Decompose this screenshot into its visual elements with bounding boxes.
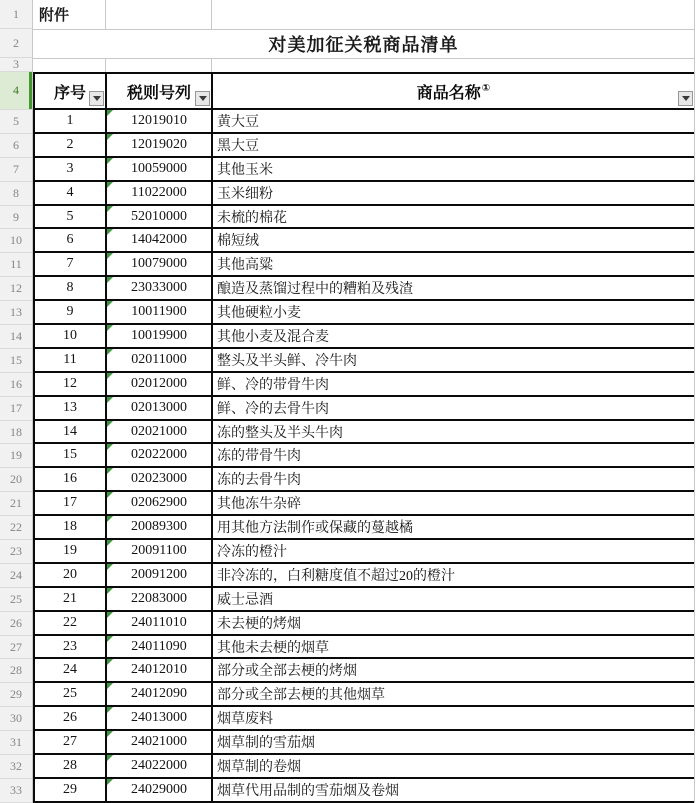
- green-corner-triangle-icon: [107, 444, 113, 450]
- green-corner-triangle-icon: [107, 325, 113, 331]
- cell-product-name[interactable]: 烟草制的卷烟: [217, 759, 301, 775]
- cell-serial[interactable]: 22: [35, 612, 107, 634]
- cell-serial[interactable]: 19: [35, 540, 107, 562]
- table-row: [35, 229, 694, 253]
- cell-product-name[interactable]: 其他硬粒小麦: [217, 306, 301, 322]
- row-number-1[interactable]: 1: [0, 0, 32, 29]
- cell-tariff-code[interactable]: 12019010: [107, 110, 213, 132]
- cell-product-name[interactable]: 冻的整头及半头牛肉: [217, 425, 343, 441]
- cell-product-name[interactable]: 其他冻牛杂碎: [217, 497, 301, 513]
- row-number-7[interactable]: 7: [0, 158, 32, 182]
- cell-tariff-code[interactable]: 02023000: [107, 468, 213, 490]
- footnote-mark: ①: [481, 83, 491, 95]
- green-corner-triangle-icon: [107, 707, 113, 713]
- table-row: [35, 373, 694, 397]
- table-row: [35, 516, 694, 540]
- row-number-21[interactable]: 21: [0, 492, 32, 516]
- table-row: [35, 277, 694, 301]
- table-row: [35, 253, 694, 277]
- cell-product-name[interactable]: 烟草制的雪茄烟: [217, 736, 315, 752]
- cell-product-name[interactable]: 棉短绒: [217, 234, 259, 250]
- green-corner-triangle-icon: [107, 421, 113, 427]
- table-row: [35, 110, 694, 134]
- table-row: [35, 779, 694, 803]
- cell-tariff-code[interactable]: 10019900: [107, 325, 213, 347]
- filter-dropdown-icon[interactable]: [678, 91, 693, 106]
- green-corner-triangle-icon: [107, 229, 113, 235]
- table-row: [35, 349, 694, 373]
- header-cell-tariff-code[interactable]: [107, 74, 213, 108]
- cell-product-name[interactable]: 鲜、冷的带骨牛肉: [217, 377, 329, 393]
- row-number-6[interactable]: 6: [0, 134, 32, 158]
- row-number-33[interactable]: 33: [0, 779, 32, 803]
- row-number-27[interactable]: 27: [0, 636, 32, 660]
- row-number-18[interactable]: 18: [0, 421, 32, 445]
- table-row: [35, 659, 694, 683]
- cell-tariff-code[interactable]: 12019020: [107, 134, 213, 156]
- cell-serial[interactable]: 11: [35, 349, 107, 371]
- table-row: [35, 683, 694, 707]
- cell-tariff-code[interactable]: 24012090: [107, 683, 213, 705]
- green-corner-triangle-icon: [107, 636, 113, 642]
- row-number-15[interactable]: 15: [0, 349, 32, 373]
- green-corner-triangle-icon: [107, 158, 113, 164]
- cell-product-name[interactable]: 威士忌酒: [217, 592, 273, 608]
- row-number-2[interactable]: 2: [0, 29, 32, 58]
- table-row: [35, 397, 694, 421]
- cell-serial[interactable]: 26: [35, 707, 107, 729]
- table-row: [35, 444, 694, 468]
- cell-tariff-code[interactable]: 02062900: [107, 492, 213, 514]
- green-corner-triangle-icon: [107, 612, 113, 618]
- cell-tariff-code[interactable]: 14042000: [107, 229, 213, 251]
- cell-tariff-code[interactable]: 20089300: [107, 516, 213, 538]
- cell-product-name[interactable]: 其他未去梗的烟草: [217, 640, 329, 656]
- cell-tariff-code[interactable]: 20091100: [107, 540, 213, 562]
- cell-serial[interactable]: 25: [35, 683, 107, 705]
- cell-tariff-code[interactable]: 02011000: [107, 349, 213, 371]
- cell-tariff-code[interactable]: 02021000: [107, 421, 213, 443]
- table-row: [35, 158, 694, 182]
- row-number-31[interactable]: 31: [0, 731, 32, 755]
- green-corner-triangle-icon: [107, 492, 113, 498]
- cell-tariff-code[interactable]: 20091200: [107, 564, 213, 586]
- cell-serial[interactable]: 5: [35, 206, 107, 228]
- green-corner-triangle-icon: [107, 516, 113, 522]
- green-corner-triangle-icon: [107, 301, 113, 307]
- row-number-29[interactable]: 29: [0, 683, 32, 707]
- table-row: [35, 301, 694, 325]
- row-number-26[interactable]: 26: [0, 612, 32, 636]
- cell-serial[interactable]: 12: [35, 373, 107, 395]
- green-corner-triangle-icon: [107, 373, 113, 379]
- green-corner-triangle-icon: [107, 468, 113, 474]
- row-number-3[interactable]: 3: [0, 58, 32, 72]
- row-number-12[interactable]: 12: [0, 277, 32, 301]
- green-corner-triangle-icon: [107, 277, 113, 283]
- cell-serial[interactable]: 17: [35, 492, 107, 514]
- cell-tariff-code[interactable]: 24022000: [107, 755, 213, 777]
- green-corner-triangle-icon: [107, 540, 113, 546]
- cell-tariff-code[interactable]: 52010000: [107, 206, 213, 228]
- green-corner-triangle-icon: [107, 349, 113, 355]
- cell-product-name[interactable]: 部分或全部去梗的其他烟草: [217, 688, 385, 704]
- green-corner-triangle-icon: [107, 779, 113, 785]
- header-label-tariff-code: 税则号列: [126, 84, 191, 102]
- table-row: [35, 612, 694, 636]
- row-number-14[interactable]: 14: [0, 325, 32, 349]
- table-row: [35, 564, 694, 588]
- cell-serial[interactable]: 14: [35, 421, 107, 443]
- cell-product-name[interactable]: 冷冻的橙汁: [217, 544, 287, 560]
- attachment-label: 附件: [39, 7, 70, 24]
- cell-tariff-code[interactable]: 11022000: [107, 182, 213, 204]
- cell-product-name[interactable]: 黑大豆: [217, 138, 259, 154]
- cell-serial[interactable]: 16: [35, 468, 107, 490]
- cell-serial[interactable]: 20: [35, 564, 107, 586]
- cell-serial[interactable]: 7: [35, 253, 107, 275]
- sheet-title: 对美加征关税商品清单: [268, 34, 459, 55]
- table-row: [35, 636, 694, 660]
- row-number-19[interactable]: 19: [0, 444, 32, 468]
- green-corner-triangle-icon: [107, 588, 113, 594]
- row-number-30[interactable]: 30: [0, 707, 32, 731]
- row-number-gutter: [0, 0, 33, 803]
- cell-tariff-code[interactable]: 24013000: [107, 707, 213, 729]
- row-number-9[interactable]: 9: [0, 206, 32, 230]
- green-corner-triangle-icon: [107, 659, 113, 665]
- green-corner-triangle-icon: [107, 755, 113, 761]
- cell-serial[interactable]: 6: [35, 229, 107, 251]
- table-row: [35, 540, 694, 564]
- table-body: [33, 110, 694, 803]
- table-row: [35, 421, 694, 445]
- table-row: [35, 468, 694, 492]
- sheet-title-cell[interactable]: [33, 29, 694, 58]
- cell-tariff-code[interactable]: 24029000: [107, 779, 213, 801]
- table-row: [35, 731, 694, 755]
- cell-tariff-code[interactable]: 22083000: [107, 588, 213, 610]
- green-corner-triangle-icon: [107, 564, 113, 570]
- header-cell-serial[interactable]: [35, 74, 107, 108]
- cell-serial[interactable]: 3: [35, 158, 107, 180]
- cell-serial[interactable]: 13: [35, 397, 107, 419]
- cell-product-name[interactable]: 部分或全部去梗的烤烟: [217, 664, 357, 680]
- cell-product-name[interactable]: 烟草代用品制的雪茄烟及卷烟: [217, 783, 399, 799]
- table-row: [35, 325, 694, 349]
- green-corner-triangle-icon: [107, 397, 113, 403]
- cell-serial[interactable]: 29: [35, 779, 107, 801]
- header-cell-product-name[interactable]: [213, 74, 694, 108]
- green-corner-triangle-icon: [107, 110, 113, 116]
- cell-tariff-code[interactable]: 24011010: [107, 612, 213, 634]
- green-corner-triangle-icon: [107, 683, 113, 689]
- cell-product-name[interactable]: 其他小麦及混合麦: [217, 329, 329, 345]
- cell-serial[interactable]: 18: [35, 516, 107, 538]
- cell-tariff-code[interactable]: 24012010: [107, 659, 213, 681]
- cell-product-name[interactable]: 其他高粱: [217, 258, 273, 274]
- cell-product-name[interactable]: 非冷冻的，白利糖度值不超过20的橙汁: [217, 568, 455, 584]
- cell-tariff-code[interactable]: 10011900: [107, 301, 213, 323]
- cell-serial[interactable]: 10: [35, 325, 107, 347]
- table-row: [35, 492, 694, 516]
- row-number-11[interactable]: 11: [0, 253, 32, 277]
- green-corner-triangle-icon: [107, 206, 113, 212]
- row-number-28[interactable]: 28: [0, 659, 32, 683]
- filter-dropdown-icon[interactable]: [89, 91, 104, 106]
- table-header-row: [33, 72, 694, 110]
- row-number-24[interactable]: 24: [0, 564, 32, 588]
- cell-serial[interactable]: 24: [35, 659, 107, 681]
- cell-serial[interactable]: 9: [35, 301, 107, 323]
- green-corner-triangle-icon: [107, 134, 113, 140]
- table-row: [35, 707, 694, 731]
- cell-tariff-code[interactable]: 24011090: [107, 636, 213, 658]
- cell-tariff-code[interactable]: 02013000: [107, 397, 213, 419]
- cell-product-name[interactable]: 酿造及蒸馏过程中的糟粕及残渣: [217, 282, 413, 298]
- row-number-17[interactable]: 17: [0, 397, 32, 421]
- cell-product-name[interactable]: 未梳的棉花: [217, 210, 287, 226]
- cell-product-name[interactable]: 其他玉米: [217, 162, 273, 178]
- cell-tariff-code[interactable]: 10059000: [107, 158, 213, 180]
- cell-tariff-code[interactable]: 02022000: [107, 444, 213, 466]
- cell-product-name[interactable]: 整头及半头鲜、冷牛肉: [217, 353, 357, 369]
- row-number-32[interactable]: 32: [0, 755, 32, 779]
- cell-tariff-code[interactable]: 23033000: [107, 277, 213, 299]
- table-row: [35, 206, 694, 230]
- cell-product-name[interactable]: 用其他方法制作或保藏的蔓越橘: [217, 521, 413, 537]
- table-row: [35, 588, 694, 612]
- row-number-13[interactable]: 13: [0, 301, 32, 325]
- table-row: [35, 134, 694, 158]
- cell-tariff-code[interactable]: 02012000: [107, 373, 213, 395]
- cell-serial[interactable]: 27: [35, 731, 107, 753]
- cell-serial[interactable]: 2: [35, 134, 107, 156]
- cell-serial[interactable]: 15: [35, 444, 107, 466]
- table-row: [35, 755, 694, 779]
- cell-serial[interactable]: 28: [35, 755, 107, 777]
- cell-serial[interactable]: 23: [35, 636, 107, 658]
- filter-dropdown-icon[interactable]: [195, 91, 210, 106]
- header-label-product-name: 商品名称①: [416, 83, 491, 102]
- row-number-4[interactable]: 4: [0, 72, 32, 110]
- cell-serial[interactable]: 21: [35, 588, 107, 610]
- table-row: [35, 182, 694, 206]
- cell-product-name[interactable]: 冻的去骨牛肉: [217, 473, 301, 489]
- row-number-5[interactable]: 5: [0, 110, 32, 134]
- green-corner-triangle-icon: [107, 182, 113, 188]
- cell-serial[interactable]: 8: [35, 277, 107, 299]
- green-corner-triangle-icon: [107, 253, 113, 259]
- row-number-25[interactable]: 25: [0, 588, 32, 612]
- cell-tariff-code[interactable]: 24021000: [107, 731, 213, 753]
- cell-product-name[interactable]: 玉米细粉: [217, 186, 273, 202]
- row-number-22[interactable]: 22: [0, 516, 32, 540]
- cell-product-name[interactable]: 鲜、冷的去骨牛肉: [217, 401, 329, 417]
- row-number-20[interactable]: 20: [0, 468, 32, 492]
- row-number-16[interactable]: 16: [0, 373, 32, 397]
- row-number-23[interactable]: 23: [0, 540, 32, 564]
- row-number-10[interactable]: 10: [0, 229, 32, 253]
- cell-tariff-code[interactable]: 10079000: [107, 253, 213, 275]
- cell-product-name[interactable]: 黄大豆: [217, 114, 259, 130]
- cell-serial[interactable]: 1: [35, 110, 107, 132]
- cell-product-name[interactable]: 烟草废料: [217, 712, 273, 728]
- cell-product-name[interactable]: 未去梗的烤烟: [217, 616, 301, 632]
- cell-product-name[interactable]: 冻的带骨牛肉: [217, 449, 301, 465]
- green-corner-triangle-icon: [107, 731, 113, 737]
- cell-attachment[interactable]: [33, 0, 105, 29]
- header-label-serial: 序号: [53, 84, 86, 102]
- row-number-8[interactable]: 8: [0, 182, 32, 206]
- cell-serial[interactable]: 4: [35, 182, 107, 204]
